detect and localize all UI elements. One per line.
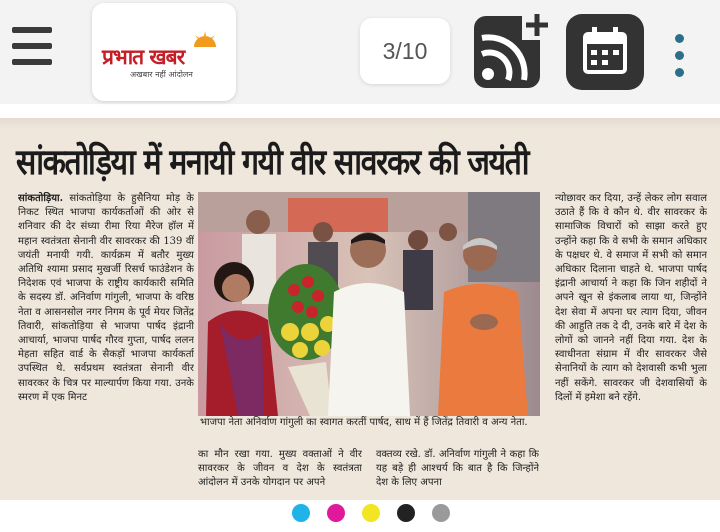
page-indicator-bar bbox=[0, 500, 720, 532]
color-dot-black[interactable] bbox=[397, 504, 415, 522]
article-column-mid-a: का मौन रखा गया. मुख्य वक्ताओं ने वीर सावरकर के जीवन व देश के स्वतंत्रता आंदोलन में उनके योगदान पर अपने bbox=[198, 449, 362, 489]
prabhat-khabar-logo[interactable] bbox=[92, 3, 236, 101]
color-dot-gray[interactable] bbox=[432, 504, 450, 522]
add-feed-button[interactable] bbox=[468, 10, 552, 94]
color-dot-magenta[interactable] bbox=[327, 504, 345, 522]
color-dot-yellow[interactable] bbox=[362, 504, 380, 522]
article-headline: सांकतोड़िया में मनायी गयी वीर सावरकर की जयंती bbox=[16, 141, 529, 184]
photo-caption: भाजपा नेता अनिर्वाण गांगुली का स्वागत करतीं पार्षद, साथ में हैं जितेंद्र तिवारी व अन्य नेता. bbox=[198, 416, 540, 446]
app-bar bbox=[0, 0, 720, 104]
rss-add-icon bbox=[468, 10, 552, 94]
color-dot-cyan[interactable] bbox=[292, 504, 310, 522]
calendar-button[interactable] bbox=[566, 14, 644, 90]
left-column-text: सांकतोड़िया के हुसैनिया मोड़ के निकट स्थित भाजपा कार्यकर्ताओं की ओर से शनिवार की देर संध्या रीमा रिया मैरेज हॉल में महान स्वतंत्रता सेनानी वीर सावरकर की 139 वीं जयंती मनायी गयी. कार्यक्रम में बतौर मुख्य अतिथि श्यामा प्रसाद मुखर्जी रिसर्च फाउंडेशन के निदेशक एवं भाजपा के राष्ट्रीय कार्यकारी समिति के सदस्य डॉ. अनिर्वाण गांगुली, भाजपा के वरिष्ठ नेता व आसनसोल नगर निगम के पूर्व मेयर जितेंद्र तिवारी, सांकतोड़िया से भाजपा पार्षद इंद्रानी आचार्या, भाजपा पार्षद गौरव गुप्ता, पार्षद ललन मेहता सहित वार्ड के सैकड़ों भाजपा कार्यकर्ता उपस्थित थे. सर्वप्रथम स्वतंत्रता सेनानी वीर सावरकर के चित्र पर माल्यार्पण किया गया. उनके स्मरण में एक मिनट bbox=[18, 193, 194, 403]
newspaper-page[interactable] bbox=[0, 118, 720, 500]
article-column-mid-b: वक्तव्य रखे. डॉ. अनिर्वाण गांगुली ने कहा कि यह बड़े ही आश्चर्य कि बात है कि जिन्होंने देश के लिए अपना bbox=[376, 449, 539, 489]
article-photo[interactable] bbox=[198, 192, 540, 416]
page-counter-button[interactable]: 3/10 bbox=[360, 18, 450, 84]
event-photo-illustration bbox=[198, 192, 540, 416]
dateline: सांकतोड़िया. bbox=[18, 193, 64, 204]
article-column-left bbox=[18, 192, 194, 498]
article-column-right: न्योछावर कर दिया, उन्हें लेकर लोग सवाल उठाते हैं कि वे कौन थे. वीर सावरकर के सामाजिक विचारों को साझा करते हुए उन्होंने कहा कि वे सभी के समान अधिकार के पक्षधर थे. वे समाज में सभी को समान अधिकार दिलाना चाहते थे. भाजपा पार्षद इंद्रानी आचार्या ने कहा कि जिन शहीदों ने अपने खून से इंकलाब लाया था, जिन्होंने देश सेवा में अपना घर त्याग दिया, जीवन की आहुति तक दे दी, उनके बारे में देश के लोगों को जानने नहीं दिया गया. देश के स्वाधीनता संग्राम में वीर सावरकर जैसे सेनानियों के त्याग को देशवासी कभी भुला नहीं सकेंगे. सावरकर जी देशवासियों के दिलों में हमेशा बने रहेंगे. bbox=[555, 193, 707, 403]
sun-logo-icon bbox=[192, 31, 218, 47]
hamburger-menu-button[interactable] bbox=[10, 27, 54, 67]
calendar-icon bbox=[566, 14, 644, 90]
logo-tagline: अखबार नहीं आंदोलन bbox=[130, 70, 193, 79]
logo-text: प्रभात खबर bbox=[102, 45, 185, 69]
hamburger-icon bbox=[12, 27, 52, 33]
more-vertical-icon bbox=[675, 34, 684, 43]
more-options-button[interactable] bbox=[672, 30, 686, 80]
